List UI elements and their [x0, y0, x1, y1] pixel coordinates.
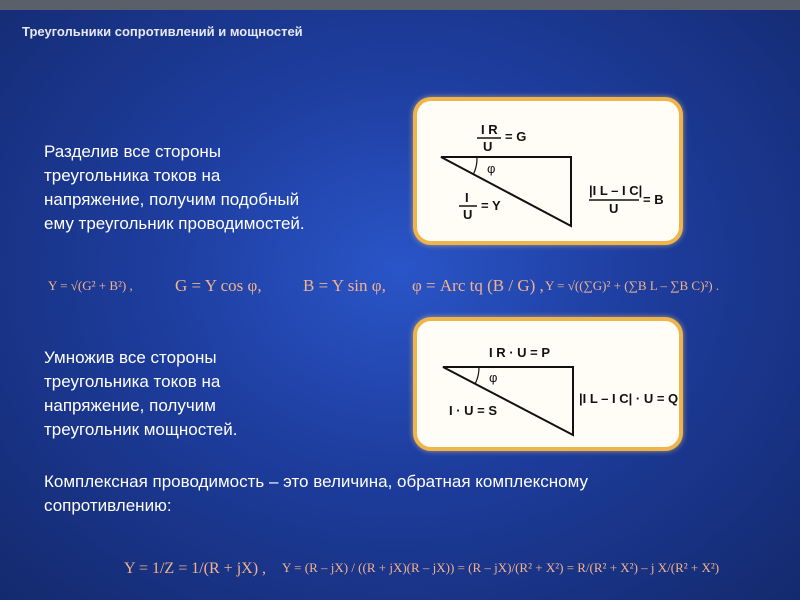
formula-phi: φ = Arc tq (B / G) ,	[412, 276, 544, 295]
paragraph-line: Умножив все стороны	[44, 348, 217, 367]
top-equals: = G	[505, 129, 527, 144]
left-denominator: U	[463, 207, 473, 222]
paragraph-line: сопротивлению:	[44, 496, 172, 515]
left-label: I · U = S	[449, 403, 498, 418]
paragraph-line: треугольника токов на	[44, 372, 221, 391]
right-equals: = B	[643, 192, 664, 207]
triangle-shape	[441, 157, 571, 226]
paragraph-line: напряжение, получим подобный	[44, 190, 300, 209]
paragraph-line: треугольник мощностей.	[44, 420, 238, 439]
formula-b: B = Y sin φ,	[303, 276, 386, 295]
slide-title: Треугольники сопротивлений и мощностей	[22, 24, 303, 39]
phi-label: φ	[487, 161, 496, 176]
paragraph-line: напряжение, получим	[44, 396, 216, 415]
triangle-shape	[443, 367, 573, 435]
paragraph-power	[44, 346, 237, 442]
paragraph-line: Комплексная проводимость – это величина, обратная комплексному	[44, 472, 589, 491]
right-label: |I L – I C| · U = Q	[579, 391, 679, 406]
power-triangle-card	[413, 317, 683, 451]
paragraph-complex	[44, 470, 588, 518]
formula-g: G = Y cos φ,	[175, 276, 262, 295]
conductance-triangle	[417, 101, 679, 241]
left-numerator: I	[465, 190, 469, 205]
power-triangle	[417, 321, 679, 447]
top-denominator: U	[483, 139, 493, 154]
paragraph-conductance	[44, 140, 305, 236]
formula-complex-expanded: Y = (R – jX) / ((R + jX)(R – jX)) = (R – jX)/(R² + X²) = R/(R² + X²) – j X/(R² + X²)	[282, 560, 720, 575]
conductance-triangle-card	[413, 97, 683, 245]
paragraph-line: ему треугольник проводимостей.	[44, 214, 305, 233]
right-numerator: |I L – I C|	[589, 183, 643, 198]
right-denominator: U	[609, 201, 619, 216]
angle-arc	[475, 367, 479, 384]
top-numerator: I R	[481, 122, 498, 137]
phi-label: φ	[489, 370, 498, 385]
top-label: I R · U = P	[489, 345, 551, 360]
left-equals: = Y	[481, 198, 501, 213]
paragraph-line: треугольника токов на	[44, 166, 221, 185]
paragraph-line: Разделив все стороны	[44, 142, 222, 161]
formula-y: Y = √(G² + B²) ,	[48, 278, 133, 293]
top-bar	[0, 0, 800, 10]
formula-y-sum: Y = √((∑G)² + (∑B L – ∑B C)²) .	[545, 278, 720, 293]
angle-arc	[473, 157, 477, 175]
formula-complex-y: Y = 1/Z = 1/(R + jX) ,	[124, 560, 267, 577]
